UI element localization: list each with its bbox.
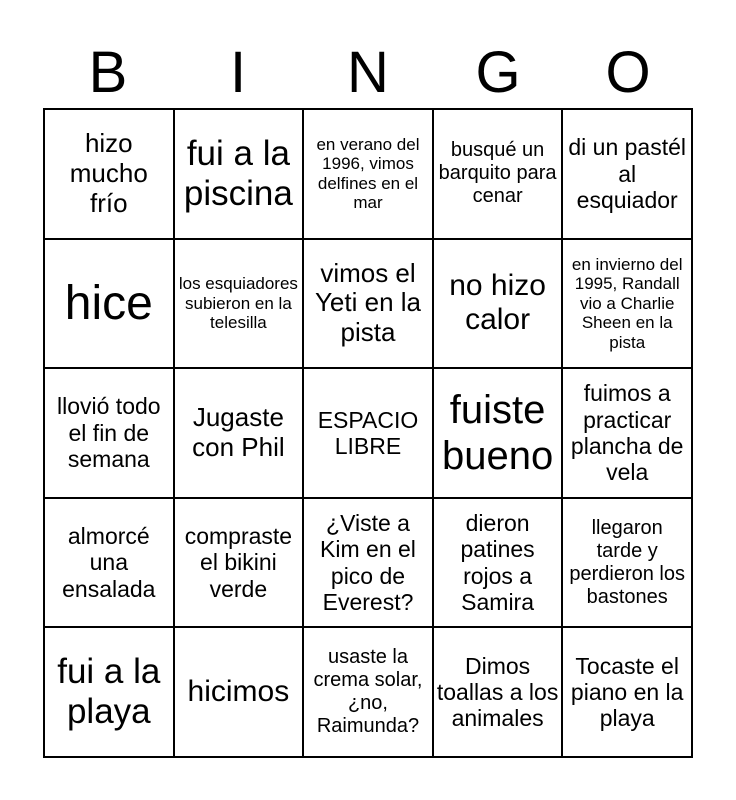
bingo-cell[interactable]: en verano del 1996, vimos delfines en el mar xyxy=(303,109,433,239)
bingo-cell[interactable]: fuiste bueno xyxy=(433,368,563,498)
bingo-cell[interactable]: Tocaste el piano en la playa xyxy=(562,627,692,757)
bingo-cell[interactable]: usaste la crema solar, ¿no, Raimunda? xyxy=(303,627,433,757)
bingo-cell[interactable]: Dimos toallas a los animales xyxy=(433,627,563,757)
bingo-cell[interactable]: Jugaste con Phil xyxy=(174,368,304,498)
bingo-cell[interactable]: fui a la piscina xyxy=(174,109,304,239)
bingo-cell[interactable]: busqué un barquito para cenar xyxy=(433,109,563,239)
header-letter-b: B xyxy=(88,40,128,105)
bingo-cell[interactable]: en invierno del 1995, Randall vio a Charlie Sheen en la pista xyxy=(562,239,692,369)
bingo-cell[interactable]: los esquiadores subieron en la telesilla xyxy=(174,239,304,369)
header-letter-n: N xyxy=(347,40,389,105)
bingo-card xyxy=(43,108,693,758)
bingo-cell[interactable]: hizo mucho frío xyxy=(44,109,174,239)
bingo-cell[interactable]: llovió todo el fin de semana xyxy=(44,368,174,498)
bingo-cell[interactable]: fuimos a practicar plancha de vela xyxy=(562,368,692,498)
free-space-cell[interactable]: ESPACIO LIBRE xyxy=(303,368,433,498)
bingo-cell[interactable]: ¿Viste a Kim en el pico de Everest? xyxy=(303,498,433,628)
bingo-cell[interactable]: di un pastél al esquiador xyxy=(562,109,692,239)
header-letter-g: G xyxy=(475,40,521,105)
bingo-header xyxy=(43,38,693,108)
bingo-cell[interactable]: compraste el bikini verde xyxy=(174,498,304,628)
bingo-cell[interactable]: llegaron tarde y perdieron los bastones xyxy=(562,498,692,628)
bingo-cell[interactable]: almorcé una ensalada xyxy=(44,498,174,628)
bingo-cell[interactable]: no hizo calor xyxy=(433,239,563,369)
bingo-cell[interactable]: hicimos xyxy=(174,627,304,757)
header-letter-i: I xyxy=(229,40,247,105)
bingo-cell[interactable]: fui a la playa xyxy=(44,627,174,757)
bingo-cell[interactable]: hice xyxy=(44,239,174,369)
bingo-cell[interactable]: dieron patines rojos a Samira xyxy=(433,498,563,628)
bingo-cell[interactable]: vimos el Yeti en la pista xyxy=(303,239,433,369)
header-letter-o: O xyxy=(605,40,651,105)
